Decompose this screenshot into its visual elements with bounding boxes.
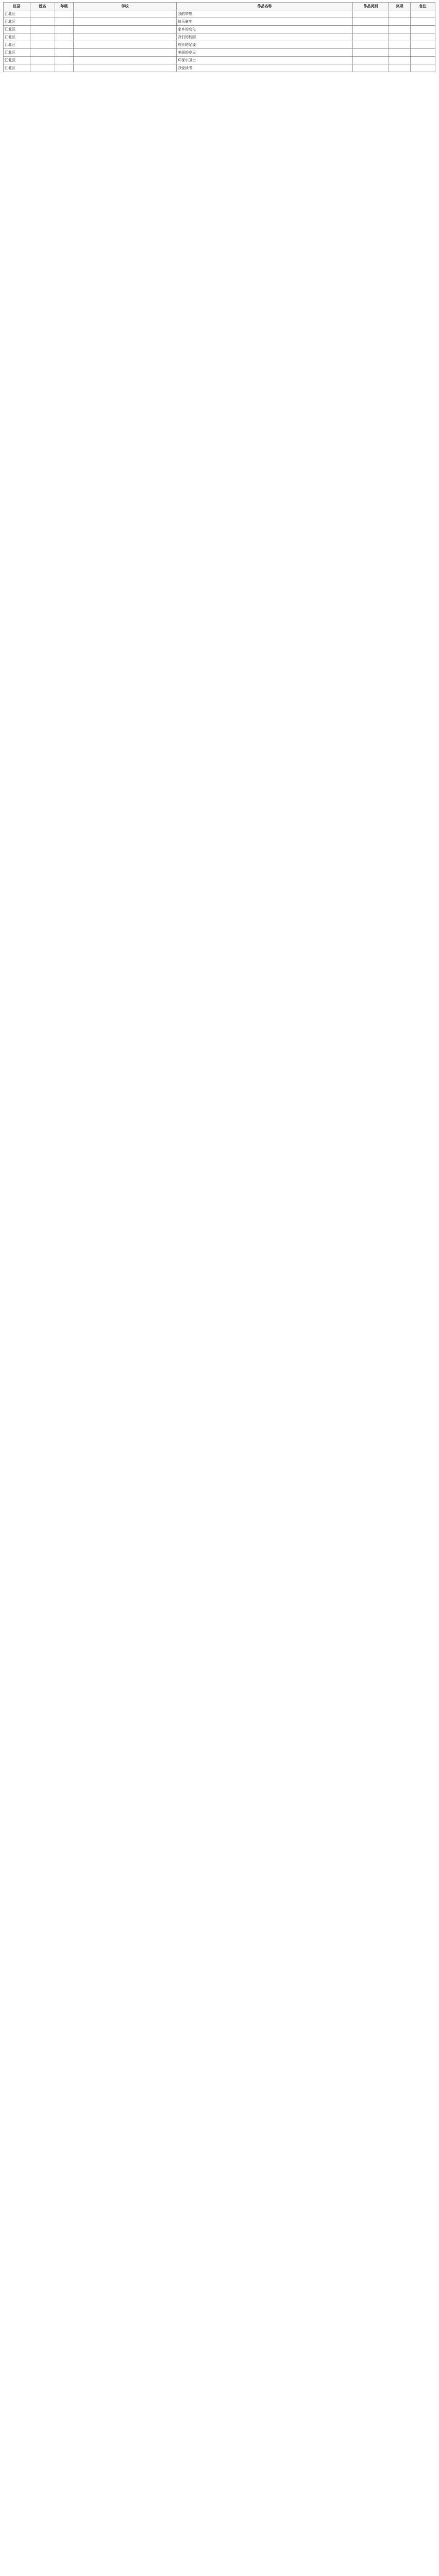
cell-award bbox=[389, 26, 411, 33]
table-row bbox=[4, 26, 435, 33]
cell-note bbox=[411, 57, 435, 64]
cell-district: 江北区 bbox=[4, 18, 30, 26]
col-name: 姓名 bbox=[30, 3, 55, 10]
cell-name bbox=[30, 57, 55, 64]
cell-grade bbox=[55, 26, 74, 33]
cell-title: 家乡的变化 bbox=[177, 26, 353, 33]
cell-district: 江北区 bbox=[4, 57, 30, 64]
cell-school bbox=[74, 41, 177, 49]
cell-title: 我们的校园 bbox=[177, 33, 353, 41]
cell-district: 江北区 bbox=[4, 64, 30, 72]
table-header bbox=[4, 3, 435, 10]
cell-award bbox=[389, 18, 411, 26]
cell-school bbox=[74, 18, 177, 26]
award-table bbox=[3, 2, 435, 72]
cell-district: 江北区 bbox=[4, 10, 30, 18]
cell-note bbox=[411, 64, 435, 72]
table-row bbox=[4, 18, 435, 26]
cell-district: 江北区 bbox=[4, 41, 30, 49]
cell-school bbox=[74, 33, 177, 41]
table-row bbox=[4, 33, 435, 41]
cell-grade bbox=[55, 57, 74, 64]
cell-note bbox=[411, 41, 435, 49]
cell-district: 江北区 bbox=[4, 33, 30, 41]
cell-grade bbox=[55, 49, 74, 57]
cell-school bbox=[74, 57, 177, 64]
cell-note bbox=[411, 33, 435, 41]
cell-name bbox=[30, 41, 55, 49]
col-grade: 年级 bbox=[55, 3, 74, 10]
cell-grade bbox=[55, 10, 74, 18]
col-title: 作品名称 bbox=[177, 3, 353, 10]
cell-name bbox=[30, 26, 55, 33]
col-award: 奖项 bbox=[389, 3, 411, 10]
cell-grade bbox=[55, 33, 74, 41]
cell-title: 我爱读书 bbox=[177, 64, 353, 72]
cell-note bbox=[411, 10, 435, 18]
cell-title: 成长的足迹 bbox=[177, 41, 353, 49]
cell-school bbox=[74, 64, 177, 72]
cell-type bbox=[353, 18, 389, 26]
cell-grade bbox=[55, 41, 74, 49]
cell-school bbox=[74, 49, 177, 57]
cell-grade bbox=[55, 64, 74, 72]
col-district: 区县 bbox=[4, 3, 30, 10]
cell-name bbox=[30, 49, 55, 57]
col-school: 学校 bbox=[74, 3, 177, 10]
cell-award bbox=[389, 57, 411, 64]
table-row bbox=[4, 10, 435, 18]
table-row bbox=[4, 64, 435, 72]
cell-name bbox=[30, 64, 55, 72]
cell-note bbox=[411, 49, 435, 57]
cell-district: 江北区 bbox=[4, 49, 30, 57]
cell-type bbox=[353, 64, 389, 72]
cell-school bbox=[74, 26, 177, 33]
cell-name bbox=[30, 33, 55, 41]
cell-grade bbox=[55, 18, 74, 26]
cell-award bbox=[389, 41, 411, 49]
cell-award bbox=[389, 64, 411, 72]
cell-award bbox=[389, 33, 411, 41]
cell-name bbox=[30, 10, 55, 18]
cell-note bbox=[411, 18, 435, 26]
cell-type bbox=[353, 49, 389, 57]
cell-district: 江北区 bbox=[4, 26, 30, 33]
cell-title: 我的梦想 bbox=[177, 10, 353, 18]
table-body bbox=[4, 10, 435, 72]
cell-title: 美丽的春天 bbox=[177, 49, 353, 57]
cell-type bbox=[353, 26, 389, 33]
cell-type bbox=[353, 33, 389, 41]
col-note: 备注 bbox=[411, 3, 435, 10]
cell-type bbox=[353, 57, 389, 64]
cell-award bbox=[389, 10, 411, 18]
col-type: 作品类别 bbox=[353, 3, 389, 10]
cell-award bbox=[389, 49, 411, 57]
cell-title: 快乐童年 bbox=[177, 18, 353, 26]
cell-name bbox=[30, 18, 55, 26]
table-row bbox=[4, 57, 435, 64]
table-row bbox=[4, 41, 435, 49]
award-list-sheet bbox=[3, 2, 435, 72]
cell-type bbox=[353, 41, 389, 49]
cell-school bbox=[74, 10, 177, 18]
table-row bbox=[4, 49, 435, 57]
cell-note bbox=[411, 26, 435, 33]
cell-type bbox=[353, 10, 389, 18]
cell-title: 环保小卫士 bbox=[177, 57, 353, 64]
